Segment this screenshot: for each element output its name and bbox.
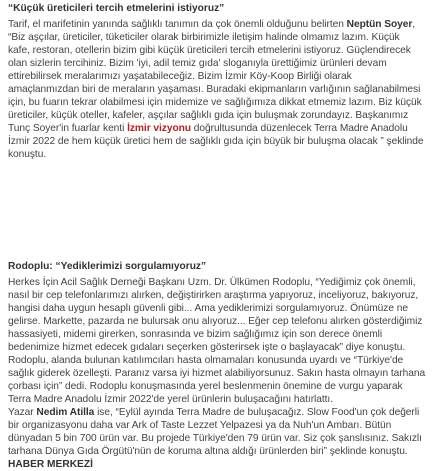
paragraph-line: İzmir 2022 de hem küçük üretici hem de sağlıklı gıda için büyük bir buluşma olacak ” şeklinde [8,136,424,147]
paragraph-line: bedenimize hizmet edecek gıdaları seçerken gösterirsek işte o başlayacak” diye konuştu. [8,342,406,353]
paragraph [8,276,436,458]
paragraph-line: amaçlanmızdan biri de meraların yaşaması. Buradaki ekipmanların varlığının sağlanabilmesi [8,84,421,95]
izmir-vizyonu-link[interactable]: İzmir vizyonu [127,123,191,134]
person-name: Nedim Atilla [36,407,95,418]
paragraph-line: gelirse. Markette, pazarda ne bulursak onu alıyoruz... Eğer cep telefonu alırken gösterdiğimiz [8,316,423,327]
paragraph-line: bir organizasyonu daha var Ark of Taste Lezzet Yelpazesi ya da Nuh'un Ambarı. Bütün [8,420,392,431]
paragraph [8,18,436,161]
line-text: ise, “Eylül ayında Terra Madre de buluşacağız. Slow Food'un çok değerli [94,407,420,418]
line-text: Tarif, el marifetinin yanında sağlıklı tanımın da çok önemli olduğunu belirten [8,19,347,30]
paragraph-line: konuştu. [8,149,47,160]
person-name: Neptün Soyer [346,19,413,30]
paragraph-line [8,406,436,419]
section-rodoplu [8,260,436,471]
paragraph-line: dünyadan 5 bin 700 ürün var. Bu projede Türkiye'den 79 ürün var. Siz çok şanslısınız. Sakızlı [8,433,422,444]
paragraph-line: sağlık giderek özelleşti. Paranız varsa iyi hizmet alabiliyorsunuz. Sakın hasta olmayın tarhana [8,368,426,379]
line-text: doğrultusunda düzenlecek Terra Madre Anadolu [190,123,408,134]
paragraph-line: “Biz aşçılar, üreticiler, tüketiciler olarak birbirimizle iletişim halinde olmamız lazım. Küçük [8,32,400,43]
paragraph-line: üreticiler, küçük oteller, kafeler, aşçılar sağlıklı gıda için buluşmak zorundayız. Başkanımız [8,110,409,121]
paragraph-line: çorbası için” dedi. Rodoplu konuşmasında yerel beslenmenin önemine de vurgu yaparak [8,381,403,392]
paragraph-line: Rodoplu, alanda bulunan katılımcıları hasta olmamaları konusunda uyardı ve “Türkiye'de [8,355,404,366]
line-text: Yazar [8,407,37,418]
section-heading: “Küçük üreticileri tercih etmelerini istiyoruz” [8,3,225,14]
paragraph-line [8,18,436,31]
section-small-producers [8,2,436,161]
paragraph-line [8,122,436,135]
paragraph-line: hassasiyeti, midemi girerken, sonrasında ve bizim sağlığımız için son derece önemli [8,329,383,340]
section-heading: Rodoplu: “Yediklerimizi sorgulamıyoruz” [8,261,207,272]
paragraph-line: nasıl bir cep telefonlarımızı alırken, değiştirirken araştırma yapıyoruz, inceliyoruz, bakıyoruz, [8,290,419,301]
paragraph-line: tarhana Dünya Gıda Örgütü'nün de koruma altına aldığı ürünlerden biri” şeklinde konuştu. [8,446,408,457]
paragraph-line: Terra Madre Anadolu İzmir 2022'de yerel ürünlerin buluşacağını hatırlattı. [8,394,333,405]
line-text: , [412,19,416,30]
paragraph-line: Herkes İçin Acil Sağlık Derneği Başkanı Uzm. Dr. Ülkümen Rodoplu, “Yediğimiz çok önemli, [8,277,416,288]
paragraph-line: kafe, restoran, otellerin bizim gibi küçük üreticileri tercih etmelerini istiyoruz. Güçlendirecek [8,45,411,56]
paragraph-line: olan sizlerin tercihiniz. Bizim 'iyi, adil temiz gıda' sloganıyla ürettiğimiz ürünleri devam [8,58,387,69]
paragraph-line: hangisi daha uygun hesaplı güvenli gibi... Ama yediklerimizi sorgulamıyoruz. Önümüze ne [8,303,408,314]
line-text: Tunç Soyer'in fuarlar kenti [8,123,128,134]
byline: HABER MERKEZİ [8,459,93,470]
paragraph-line: için, bu fuarın tekrar olabilmesi için midemize ve sağlığımıza dikkat etmemiz lazım. Biz küçük [8,97,422,108]
paragraph-line: ettirebilirsek meralarımızı yaşatabileceğiz. Bizim İzmir Köy-Koop Birliği olarak [8,71,352,82]
